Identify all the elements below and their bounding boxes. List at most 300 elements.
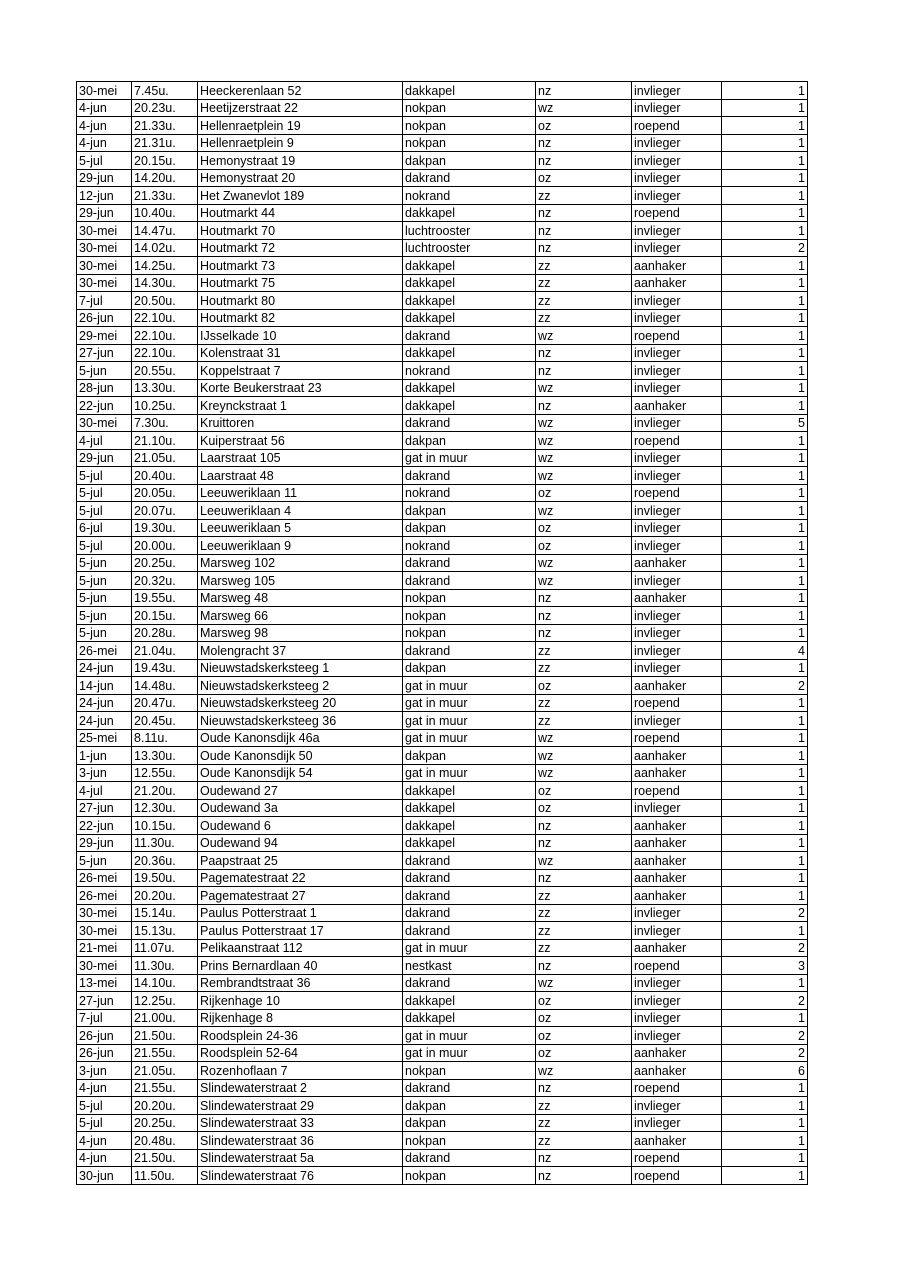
time-cell: 20.20u. [132, 1097, 198, 1115]
behaviour-cell: roepend [632, 729, 722, 747]
time-cell: 21.33u. [132, 117, 198, 135]
date-cell: 6-jul [77, 519, 132, 537]
address-cell: Oude Kanonsdijk 54 [198, 764, 403, 782]
date-cell: 30-mei [77, 414, 132, 432]
table-row [77, 344, 808, 362]
behaviour-cell: invlieger [632, 222, 722, 240]
count-cell: 1 [722, 344, 808, 362]
direction-cell: zz [536, 659, 632, 677]
location-cell: dakpan [403, 519, 536, 537]
table-row [77, 117, 808, 135]
address-cell: Nieuwstadskerksteeg 2 [198, 677, 403, 695]
address-cell: Nieuwstadskerksteeg 1 [198, 659, 403, 677]
table-row [77, 747, 808, 765]
location-cell: nokpan [403, 134, 536, 152]
time-cell: 19.30u. [132, 519, 198, 537]
behaviour-cell: roepend [632, 1167, 722, 1185]
count-cell: 1 [722, 729, 808, 747]
count-cell: 6 [722, 1062, 808, 1080]
behaviour-cell: roepend [632, 117, 722, 135]
date-cell: 4-jun [77, 99, 132, 117]
count-cell: 1 [722, 834, 808, 852]
table-row [77, 782, 808, 800]
direction-cell: oz [536, 519, 632, 537]
date-cell: 26-jun [77, 1044, 132, 1062]
time-cell: 21.55u. [132, 1079, 198, 1097]
table-row [77, 694, 808, 712]
time-cell: 21.05u. [132, 449, 198, 467]
address-cell: Laarstraat 105 [198, 449, 403, 467]
location-cell: dakrand [403, 1149, 536, 1167]
location-cell: dakkapel [403, 799, 536, 817]
time-cell: 19.50u. [132, 869, 198, 887]
count-cell: 1 [722, 397, 808, 415]
direction-cell: wz [536, 1062, 632, 1080]
direction-cell: zz [536, 694, 632, 712]
address-cell: Kruittoren [198, 414, 403, 432]
direction-cell: nz [536, 869, 632, 887]
table-row [77, 642, 808, 660]
behaviour-cell: invlieger [632, 1009, 722, 1027]
table-body [77, 82, 808, 1185]
table-row [77, 292, 808, 310]
direction-cell: wz [536, 554, 632, 572]
behaviour-cell: invlieger [632, 659, 722, 677]
location-cell: dakkapel [403, 292, 536, 310]
date-cell: 14-jun [77, 677, 132, 695]
behaviour-cell: invlieger [632, 799, 722, 817]
location-cell: dakkapel [403, 782, 536, 800]
location-cell: nokpan [403, 589, 536, 607]
count-cell: 1 [722, 922, 808, 940]
date-cell: 4-jun [77, 134, 132, 152]
location-cell: luchtrooster [403, 239, 536, 257]
location-cell: dakrand [403, 974, 536, 992]
direction-cell: wz [536, 764, 632, 782]
date-cell: 30-mei [77, 957, 132, 975]
count-cell: 1 [722, 99, 808, 117]
count-cell: 1 [722, 467, 808, 485]
date-cell: 5-jul [77, 152, 132, 170]
count-cell: 1 [722, 764, 808, 782]
behaviour-cell: aanhaker [632, 1132, 722, 1150]
table-row [77, 449, 808, 467]
count-cell: 1 [722, 152, 808, 170]
date-cell: 28-jun [77, 379, 132, 397]
behaviour-cell: invlieger [632, 1114, 722, 1132]
count-cell: 1 [722, 572, 808, 590]
direction-cell: oz [536, 1044, 632, 1062]
count-cell: 1 [722, 817, 808, 835]
location-cell: nokpan [403, 607, 536, 625]
location-cell: nokrand [403, 537, 536, 555]
date-cell: 5-jul [77, 467, 132, 485]
date-cell: 5-jul [77, 537, 132, 555]
time-cell: 21.55u. [132, 1044, 198, 1062]
location-cell: dakrand [403, 904, 536, 922]
count-cell: 1 [722, 624, 808, 642]
location-cell: nokrand [403, 484, 536, 502]
time-cell: 20.15u. [132, 607, 198, 625]
location-cell: dakkapel [403, 379, 536, 397]
date-cell: 3-jun [77, 764, 132, 782]
address-cell: Slindewaterstraat 29 [198, 1097, 403, 1115]
behaviour-cell: invlieger [632, 519, 722, 537]
address-cell: Houtmarkt 82 [198, 309, 403, 327]
date-cell: 30-mei [77, 904, 132, 922]
table-row [77, 519, 808, 537]
behaviour-cell: aanhaker [632, 589, 722, 607]
table-row [77, 379, 808, 397]
direction-cell: nz [536, 152, 632, 170]
location-cell: dakkapel [403, 397, 536, 415]
address-cell: Laarstraat 48 [198, 467, 403, 485]
direction-cell: oz [536, 117, 632, 135]
address-cell: Paapstraat 25 [198, 852, 403, 870]
time-cell: 7.30u. [132, 414, 198, 432]
address-cell: Houtmarkt 70 [198, 222, 403, 240]
address-cell: Korte Beukerstraat 23 [198, 379, 403, 397]
time-cell: 10.25u. [132, 397, 198, 415]
direction-cell: wz [536, 502, 632, 520]
behaviour-cell: invlieger [632, 624, 722, 642]
count-cell: 1 [722, 169, 808, 187]
address-cell: Houtmarkt 73 [198, 257, 403, 275]
address-cell: Leeuweriklaan 5 [198, 519, 403, 537]
time-cell: 22.10u. [132, 344, 198, 362]
direction-cell: oz [536, 1009, 632, 1027]
direction-cell: oz [536, 537, 632, 555]
address-cell: Marsweg 66 [198, 607, 403, 625]
count-cell: 1 [722, 799, 808, 817]
table-row [77, 502, 808, 520]
time-cell: 20.36u. [132, 852, 198, 870]
table-row [77, 362, 808, 380]
count-cell: 1 [722, 694, 808, 712]
location-cell: nokrand [403, 187, 536, 205]
table-row [77, 1149, 808, 1167]
behaviour-cell: aanhaker [632, 1062, 722, 1080]
direction-cell: oz [536, 1027, 632, 1045]
direction-cell: zz [536, 187, 632, 205]
count-cell: 1 [722, 1167, 808, 1185]
table-row [77, 1079, 808, 1097]
count-cell: 1 [722, 292, 808, 310]
time-cell: 20.50u. [132, 292, 198, 310]
date-cell: 22-jun [77, 397, 132, 415]
behaviour-cell: aanhaker [632, 747, 722, 765]
behaviour-cell: invlieger [632, 239, 722, 257]
count-cell: 1 [722, 274, 808, 292]
direction-cell: nz [536, 607, 632, 625]
direction-cell: nz [536, 204, 632, 222]
table-row [77, 467, 808, 485]
behaviour-cell: invlieger [632, 992, 722, 1010]
direction-cell: wz [536, 747, 632, 765]
count-cell: 1 [722, 1114, 808, 1132]
behaviour-cell: invlieger [632, 904, 722, 922]
behaviour-cell: aanhaker [632, 764, 722, 782]
table-row [77, 869, 808, 887]
behaviour-cell: aanhaker [632, 257, 722, 275]
date-cell: 4-jun [77, 1132, 132, 1150]
date-cell: 24-jun [77, 712, 132, 730]
time-cell: 20.47u. [132, 694, 198, 712]
time-cell: 20.25u. [132, 554, 198, 572]
address-cell: Nieuwstadskerksteeg 20 [198, 694, 403, 712]
address-cell: Rijkenhage 10 [198, 992, 403, 1010]
direction-cell: zz [536, 274, 632, 292]
location-cell: dakkapel [403, 257, 536, 275]
behaviour-cell: roepend [632, 432, 722, 450]
direction-cell: nz [536, 344, 632, 362]
behaviour-cell: invlieger [632, 99, 722, 117]
count-cell: 3 [722, 957, 808, 975]
date-cell: 7-jul [77, 1009, 132, 1027]
date-cell: 5-jun [77, 589, 132, 607]
location-cell: dakrand [403, 922, 536, 940]
location-cell: dakrand [403, 852, 536, 870]
table-row [77, 1132, 808, 1150]
address-cell: Marsweg 102 [198, 554, 403, 572]
time-cell: 19.43u. [132, 659, 198, 677]
location-cell: nokrand [403, 362, 536, 380]
direction-cell: nz [536, 362, 632, 380]
table-row [77, 992, 808, 1010]
table-row [77, 1044, 808, 1062]
address-cell: Oudewand 6 [198, 817, 403, 835]
table-row [77, 572, 808, 590]
count-cell: 1 [722, 82, 808, 100]
time-cell: 21.00u. [132, 1009, 198, 1027]
time-cell: 20.28u. [132, 624, 198, 642]
direction-cell: nz [536, 1079, 632, 1097]
time-cell: 22.10u. [132, 309, 198, 327]
address-cell: Rozenhoflaan 7 [198, 1062, 403, 1080]
direction-cell: nz [536, 589, 632, 607]
time-cell: 11.30u. [132, 957, 198, 975]
count-cell: 1 [722, 117, 808, 135]
time-cell: 12.30u. [132, 799, 198, 817]
behaviour-cell: aanhaker [632, 887, 722, 905]
direction-cell: nz [536, 239, 632, 257]
date-cell: 30-mei [77, 274, 132, 292]
direction-cell: nz [536, 397, 632, 415]
date-cell: 26-jun [77, 1027, 132, 1045]
location-cell: dakkapel [403, 1009, 536, 1027]
table-row [77, 82, 808, 100]
behaviour-cell: aanhaker [632, 677, 722, 695]
address-cell: Slindewaterstraat 76 [198, 1167, 403, 1185]
location-cell: dakkapel [403, 992, 536, 1010]
table-row [77, 764, 808, 782]
date-cell: 5-jun [77, 572, 132, 590]
time-cell: 14.25u. [132, 257, 198, 275]
table-row [77, 607, 808, 625]
date-cell: 21-mei [77, 939, 132, 957]
date-cell: 5-jul [77, 484, 132, 502]
address-cell: Rijkenhage 8 [198, 1009, 403, 1027]
date-cell: 5-jun [77, 554, 132, 572]
direction-cell: nz [536, 1149, 632, 1167]
address-cell: Slindewaterstraat 2 [198, 1079, 403, 1097]
count-cell: 5 [722, 414, 808, 432]
direction-cell: wz [536, 852, 632, 870]
count-cell: 2 [722, 904, 808, 922]
count-cell: 1 [722, 134, 808, 152]
address-cell: Hellenraetplein 19 [198, 117, 403, 135]
date-cell: 25-mei [77, 729, 132, 747]
table-row [77, 152, 808, 170]
date-cell: 12-jun [77, 187, 132, 205]
table-row [77, 204, 808, 222]
behaviour-cell: roepend [632, 204, 722, 222]
behaviour-cell: invlieger [632, 292, 722, 310]
time-cell: 8.11u. [132, 729, 198, 747]
time-cell: 21.10u. [132, 432, 198, 450]
address-cell: Pelikaanstraat 112 [198, 939, 403, 957]
count-cell: 1 [722, 222, 808, 240]
location-cell: nokpan [403, 117, 536, 135]
behaviour-cell: invlieger [632, 152, 722, 170]
direction-cell: wz [536, 379, 632, 397]
address-cell: Leeuweriklaan 9 [198, 537, 403, 555]
address-cell: Oudewand 94 [198, 834, 403, 852]
time-cell: 14.20u. [132, 169, 198, 187]
table-row [77, 239, 808, 257]
date-cell: 29-jun [77, 169, 132, 187]
count-cell: 4 [722, 642, 808, 660]
address-cell: Kuiperstraat 56 [198, 432, 403, 450]
date-cell: 5-jul [77, 1097, 132, 1115]
behaviour-cell: invlieger [632, 922, 722, 940]
count-cell: 2 [722, 939, 808, 957]
behaviour-cell: invlieger [632, 502, 722, 520]
observations-table [76, 81, 808, 1185]
date-cell: 30-mei [77, 82, 132, 100]
behaviour-cell: roepend [632, 782, 722, 800]
count-cell: 1 [722, 589, 808, 607]
table-row [77, 99, 808, 117]
direction-cell: oz [536, 484, 632, 502]
direction-cell: wz [536, 327, 632, 345]
address-cell: Houtmarkt 80 [198, 292, 403, 310]
behaviour-cell: aanhaker [632, 397, 722, 415]
time-cell: 13.30u. [132, 379, 198, 397]
behaviour-cell: aanhaker [632, 869, 722, 887]
direction-cell: wz [536, 729, 632, 747]
time-cell: 15.14u. [132, 904, 198, 922]
date-cell: 29-jun [77, 449, 132, 467]
count-cell: 2 [722, 1044, 808, 1062]
behaviour-cell: invlieger [632, 344, 722, 362]
location-cell: dakpan [403, 659, 536, 677]
address-cell: Slindewaterstraat 5a [198, 1149, 403, 1167]
location-cell: dakpan [403, 502, 536, 520]
count-cell: 1 [722, 554, 808, 572]
table-row [77, 1062, 808, 1080]
count-cell: 1 [722, 1149, 808, 1167]
location-cell: dakpan [403, 1114, 536, 1132]
count-cell: 1 [722, 362, 808, 380]
behaviour-cell: roepend [632, 957, 722, 975]
time-cell: 20.07u. [132, 502, 198, 520]
table-row [77, 169, 808, 187]
count-cell: 1 [722, 887, 808, 905]
time-cell: 12.55u. [132, 764, 198, 782]
time-cell: 14.48u. [132, 677, 198, 695]
direction-cell: zz [536, 292, 632, 310]
table-row [77, 432, 808, 450]
date-cell: 4-jun [77, 117, 132, 135]
direction-cell: wz [536, 449, 632, 467]
count-cell: 1 [722, 379, 808, 397]
location-cell: dakrand [403, 572, 536, 590]
time-cell: 20.48u. [132, 1132, 198, 1150]
behaviour-cell: invlieger [632, 362, 722, 380]
address-cell: Slindewaterstraat 36 [198, 1132, 403, 1150]
table-row [77, 957, 808, 975]
behaviour-cell: roepend [632, 327, 722, 345]
count-cell: 1 [722, 974, 808, 992]
address-cell: Pagematestraat 27 [198, 887, 403, 905]
count-cell: 1 [722, 747, 808, 765]
address-cell: Leeuweriklaan 4 [198, 502, 403, 520]
location-cell: gat in muur [403, 1044, 536, 1062]
table-row [77, 817, 808, 835]
time-cell: 20.15u. [132, 152, 198, 170]
location-cell: nestkast [403, 957, 536, 975]
date-cell: 26-jun [77, 309, 132, 327]
table-row [77, 1009, 808, 1027]
direction-cell: wz [536, 99, 632, 117]
direction-cell: nz [536, 817, 632, 835]
time-cell: 14.47u. [132, 222, 198, 240]
location-cell: dakkapel [403, 82, 536, 100]
date-cell: 30-jun [77, 1167, 132, 1185]
direction-cell: zz [536, 939, 632, 957]
behaviour-cell: invlieger [632, 1097, 722, 1115]
location-cell: dakpan [403, 1097, 536, 1115]
address-cell: Hemonystraat 20 [198, 169, 403, 187]
behaviour-cell: invlieger [632, 82, 722, 100]
behaviour-cell: invlieger [632, 169, 722, 187]
location-cell: dakpan [403, 432, 536, 450]
location-cell: luchtrooster [403, 222, 536, 240]
time-cell: 21.50u. [132, 1149, 198, 1167]
address-cell: Roodsplein 24-36 [198, 1027, 403, 1045]
behaviour-cell: aanhaker [632, 1044, 722, 1062]
date-cell: 26-mei [77, 642, 132, 660]
direction-cell: zz [536, 309, 632, 327]
behaviour-cell: invlieger [632, 642, 722, 660]
direction-cell: zz [536, 887, 632, 905]
date-cell: 5-jun [77, 607, 132, 625]
time-cell: 14.02u. [132, 239, 198, 257]
table-row [77, 712, 808, 730]
address-cell: Heetijzerstraat 22 [198, 99, 403, 117]
location-cell: dakrand [403, 327, 536, 345]
time-cell: 14.30u. [132, 274, 198, 292]
behaviour-cell: invlieger [632, 449, 722, 467]
date-cell: 22-jun [77, 817, 132, 835]
table-row [77, 974, 808, 992]
table-row [77, 397, 808, 415]
table-row [77, 257, 808, 275]
date-cell: 5-jul [77, 502, 132, 520]
behaviour-cell: invlieger [632, 379, 722, 397]
date-cell: 1-jun [77, 747, 132, 765]
